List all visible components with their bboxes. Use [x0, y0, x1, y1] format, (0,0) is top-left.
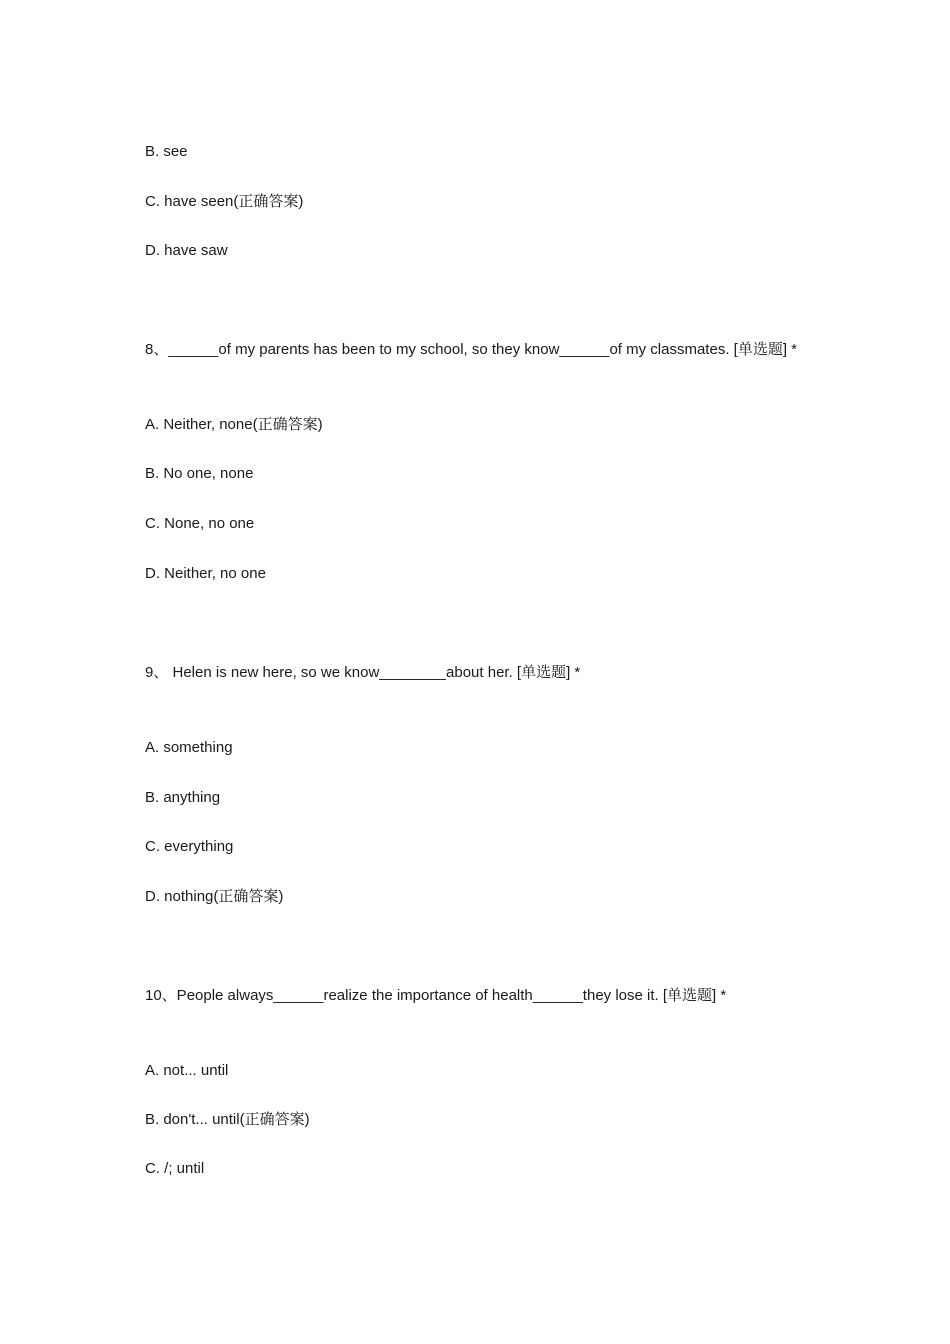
- option-d: D. Neither, no one: [145, 565, 266, 582]
- option-d: D. have saw: [145, 242, 228, 259]
- option-c: C. everything: [145, 838, 234, 855]
- option-c-correct: C. have seen(正确答案): [145, 193, 304, 210]
- option-a: A. something: [145, 739, 233, 756]
- question-8-text: 8、______of my parents has been to my school, so they know______of my classmates. [单选题] *: [145, 341, 797, 358]
- option-d-correct: D. nothing(正确答案): [145, 888, 284, 905]
- option-b: B. No one, none: [145, 465, 254, 482]
- question-9-text: 9、 Helen is new here, so we know________about her. [单选题] *: [145, 664, 581, 681]
- option-b: B. see: [145, 143, 188, 160]
- option-b-correct: B. don't... until(正确答案): [145, 1111, 310, 1128]
- option-a: A. not... until: [145, 1062, 229, 1079]
- option-a-correct: A. Neither, none(正确答案): [145, 416, 323, 433]
- option-c: C. /; until: [145, 1160, 205, 1177]
- question-10-text: 10、People always______realize the importance of health______they lose it. [单选题] *: [145, 987, 727, 1004]
- option-b: B. anything: [145, 789, 221, 806]
- option-c: C. None, no one: [145, 515, 255, 532]
